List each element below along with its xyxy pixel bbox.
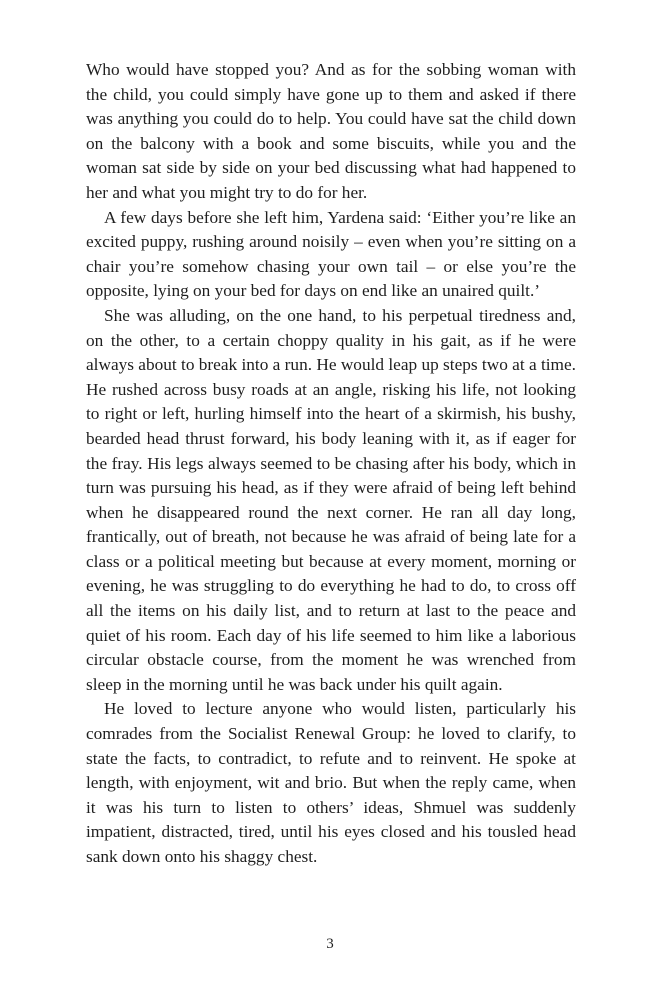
paragraph-2: A few days before she left him, Yardena said: ‘Either you’re like an excited puppy, rushing around noisily – even when you’re sitting on a chair you’re somehow chasing your own tail – or else you’re the opposite, lying on your bed for days on end like an unaired quilt.’ bbox=[86, 207, 576, 301]
paragraph-4: He loved to lecture anyone who would listen, particularly his comrades from the Socialist Renewal Group: he loved to clarify, to state the facts, to contradict, to refute and to reinvent. He spoke at length, with enjoyment, wit and brio. But when the reply came, when it was his turn to listen to others’ ideas, Shmuel was suddenly impatient, distracted, tired, until his eyes closed and his tousled head sank down onto his shaggy chest. bbox=[86, 699, 576, 866]
body-text bbox=[86, 58, 576, 870]
paragraph-3: She was alluding, on the one hand, to his perpetual tiredness and, on the other, to a certain choppy quality in his gait, as if he were always about to break into a run. He would leap up steps two at a time. He rushed across busy roads at an angle, risking his life, not looking to right or left, hurling himself into the heart of a skirmish, his bushy, bearded head thrust forward, his body leaning with it, as if eager for the fray. His legs always seemed to be chasing after his body, which in turn was pursuing his head, as if they were afraid of being left behind when he disappeared round the next corner. He ran all day long, frantically, out of breath, not because he was afraid of being late for a class or a political meeting but because at every moment, morning or evening, he was struggling to do everything he had to do, to cross off all the items on his daily list, and to return at last to the peace and quiet of his room. Each day of his life seemed to him like a laborious circular obstacle course, from the moment he was wrenched from sleep in the morning until he was back under his quilt again. bbox=[86, 305, 576, 694]
page-number: 3 bbox=[326, 936, 334, 952]
paragraph-1: Who would have stopped you? And as for the sobbing woman with the child, you could simply have gone up to them and asked if there was anything you could do to help. You could have sat the child down on the balcony with a book and some biscuits, while you and the woman sat side by side on your bed discussing what had happened to her and what you might try to do for her. bbox=[86, 60, 576, 202]
